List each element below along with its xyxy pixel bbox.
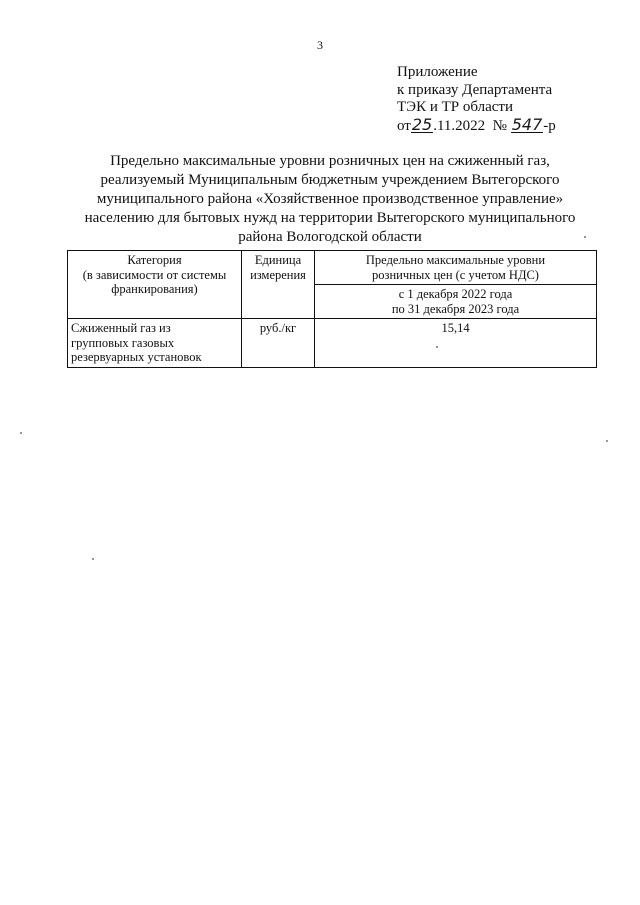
header-category-line: (в зависимости от системы — [82, 267, 227, 282]
appendix-line-3: ТЭК и ТР области — [397, 99, 513, 115]
appendix-block — [397, 64, 556, 135]
row-category — [68, 319, 242, 368]
header-category-line: франкирования) — [111, 282, 198, 296]
title-line-5: района Вологодской области — [238, 229, 422, 245]
title-line-1: Предельно максимальные уровни розничных цен на сжиженный газ, — [110, 153, 550, 169]
price-table — [67, 250, 597, 368]
scan-speck — [436, 346, 438, 348]
header-unit — [242, 251, 315, 319]
header-price — [315, 251, 597, 285]
appendix-line-1: Приложение — [397, 64, 478, 80]
header-unit-line: измерения — [250, 267, 306, 282]
number-prefix: № — [492, 117, 507, 134]
table-row — [68, 319, 597, 368]
number-suffix: -р — [543, 117, 556, 134]
header-category — [68, 251, 242, 319]
handwritten-number: 547 — [511, 114, 543, 134]
title-line-3: муниципального района «Хозяйственное производственное управление» — [96, 191, 564, 207]
order-date-number — [397, 114, 556, 136]
title-line-2: реализуемый Муниципальным бюджетным учреждением Вытегорского — [100, 172, 560, 188]
document-title — [60, 152, 600, 247]
date-rest: .11.2022 — [433, 117, 486, 134]
row-category-line: резервуарных установок — [71, 350, 202, 364]
row-unit: руб./кг — [242, 319, 315, 368]
header-period — [315, 285, 597, 319]
scan-speck — [606, 440, 608, 442]
page-number: 3 — [317, 38, 323, 52]
header-unit-line: Единица — [254, 253, 302, 267]
appendix-line-2: к приказу Департамента — [397, 81, 553, 98]
date-prefix: от — [397, 117, 411, 134]
header-period-line: с 1 декабря 2022 года — [398, 287, 513, 301]
table-header-row — [68, 251, 597, 285]
header-category-line: Категория — [127, 253, 182, 267]
header-period-line: по 31 декабря 2023 года — [391, 301, 520, 316]
row-category-line: Сжиженный газ из — [71, 321, 171, 335]
row-price: 15,14 — [315, 319, 597, 368]
header-price-line: Предельно максимальные уровни — [365, 253, 546, 267]
scan-speck — [584, 236, 586, 238]
scan-speck — [20, 432, 22, 434]
header-price-line: розничных цен (с учетом НДС) — [372, 267, 539, 282]
title-line-4: населению для бытовых нужд на территории Вытегорского муниципального — [84, 210, 576, 226]
handwritten-day: 25 — [411, 114, 433, 134]
scan-speck — [92, 558, 94, 560]
row-category-line: групповых газовых — [71, 335, 175, 350]
